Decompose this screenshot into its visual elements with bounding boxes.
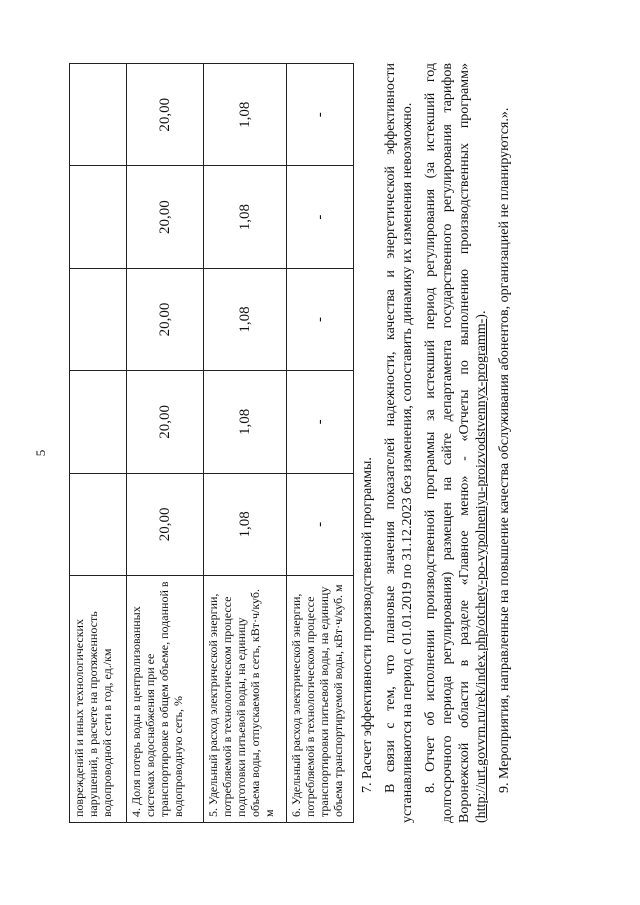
table-cell [70,370,127,472]
table-cell: - [287,370,354,472]
rotated-content [25,23,615,883]
row-label: 6. Удельный расход электрической энергии, потребляемой в технологическом процессе транспортировки питьевой воды, на единицу объема транспортируемой воды, кВт·ч/куб. м [287,575,354,822]
table-cell: 1,08 [204,370,287,472]
table-cell: 20,00 [127,165,204,267]
row-label: 4. Доля потерь воды в централизованных системах водоснабжения при ее транспортировке в общем объеме, поданной в водопроводную сеть, % [127,575,204,822]
section-7-heading: 7. Расчет эффективности производственной программы. [360,456,375,793]
table-cell: - [287,63,354,165]
row-label: повреждений и иных технологических нарушений, в расчете на протяженность водопроводной сети в год, ед./км [70,575,127,822]
table-row [204,63,287,822]
table-cell: 1,08 [204,165,287,267]
table-cell: - [287,473,354,575]
table-cell [70,165,127,267]
table-cell: 1,08 [204,63,287,165]
body-text [359,63,519,823]
section-9-paragraph: 9. Мероприятия, направленные на повышение качества обслуживания абонентов, организацией не планируются.». [497,107,512,793]
section-8-link[interactable]: http://urt.govvrn.ru/rek/index.php/otchety-po-vypolneniyu-proizvodstvennyx-programm- [474,318,489,818]
table-cell: 20,00 [127,268,204,370]
table-cell: 1,08 [204,268,287,370]
table-cell: 20,00 [127,63,204,165]
table-cell [70,473,127,575]
table-cell: 20,00 [127,370,204,472]
table-cell [70,268,127,370]
section-8-text-end: ). [474,310,489,319]
table-cell [70,63,127,165]
indicators-table [69,63,354,823]
table-row [127,63,204,822]
section-7-paragraph: В связи с тем, что плановые значения показателей надежности, качества и энергетической эффективности устанавливаются на период с 01.01.2019 по 31.12.2023 без изменения, сопоставить динамику их изменения невозможно. [383,62,415,823]
section-8-paragraph [422,63,490,823]
table-cell: 1,08 [204,473,287,575]
table-cell: - [287,165,354,267]
table-row [287,63,354,822]
table-cell: 20,00 [127,473,204,575]
page-number: 5 [33,449,48,456]
table-cell: - [287,268,354,370]
section-8-text: 8. Отчет об исполнении производственной программы за истекший период регулирования (за истекший год долгосрочного периода регулирования) размещен на сайте департамента государственного регулирования тарифов Воронежской области в разделе «Главное меню» - «Отчеты по выполнению производственных программ» ( [423,62,489,823]
row-label: 5. Удельный расход электрической энергии, потребляемой в технологическом процессе подготовки питьевой воды, на единицу объема воды, отпускаемой в сеть, кВт·ч/куб. м [204,575,287,822]
table-row [70,63,127,822]
